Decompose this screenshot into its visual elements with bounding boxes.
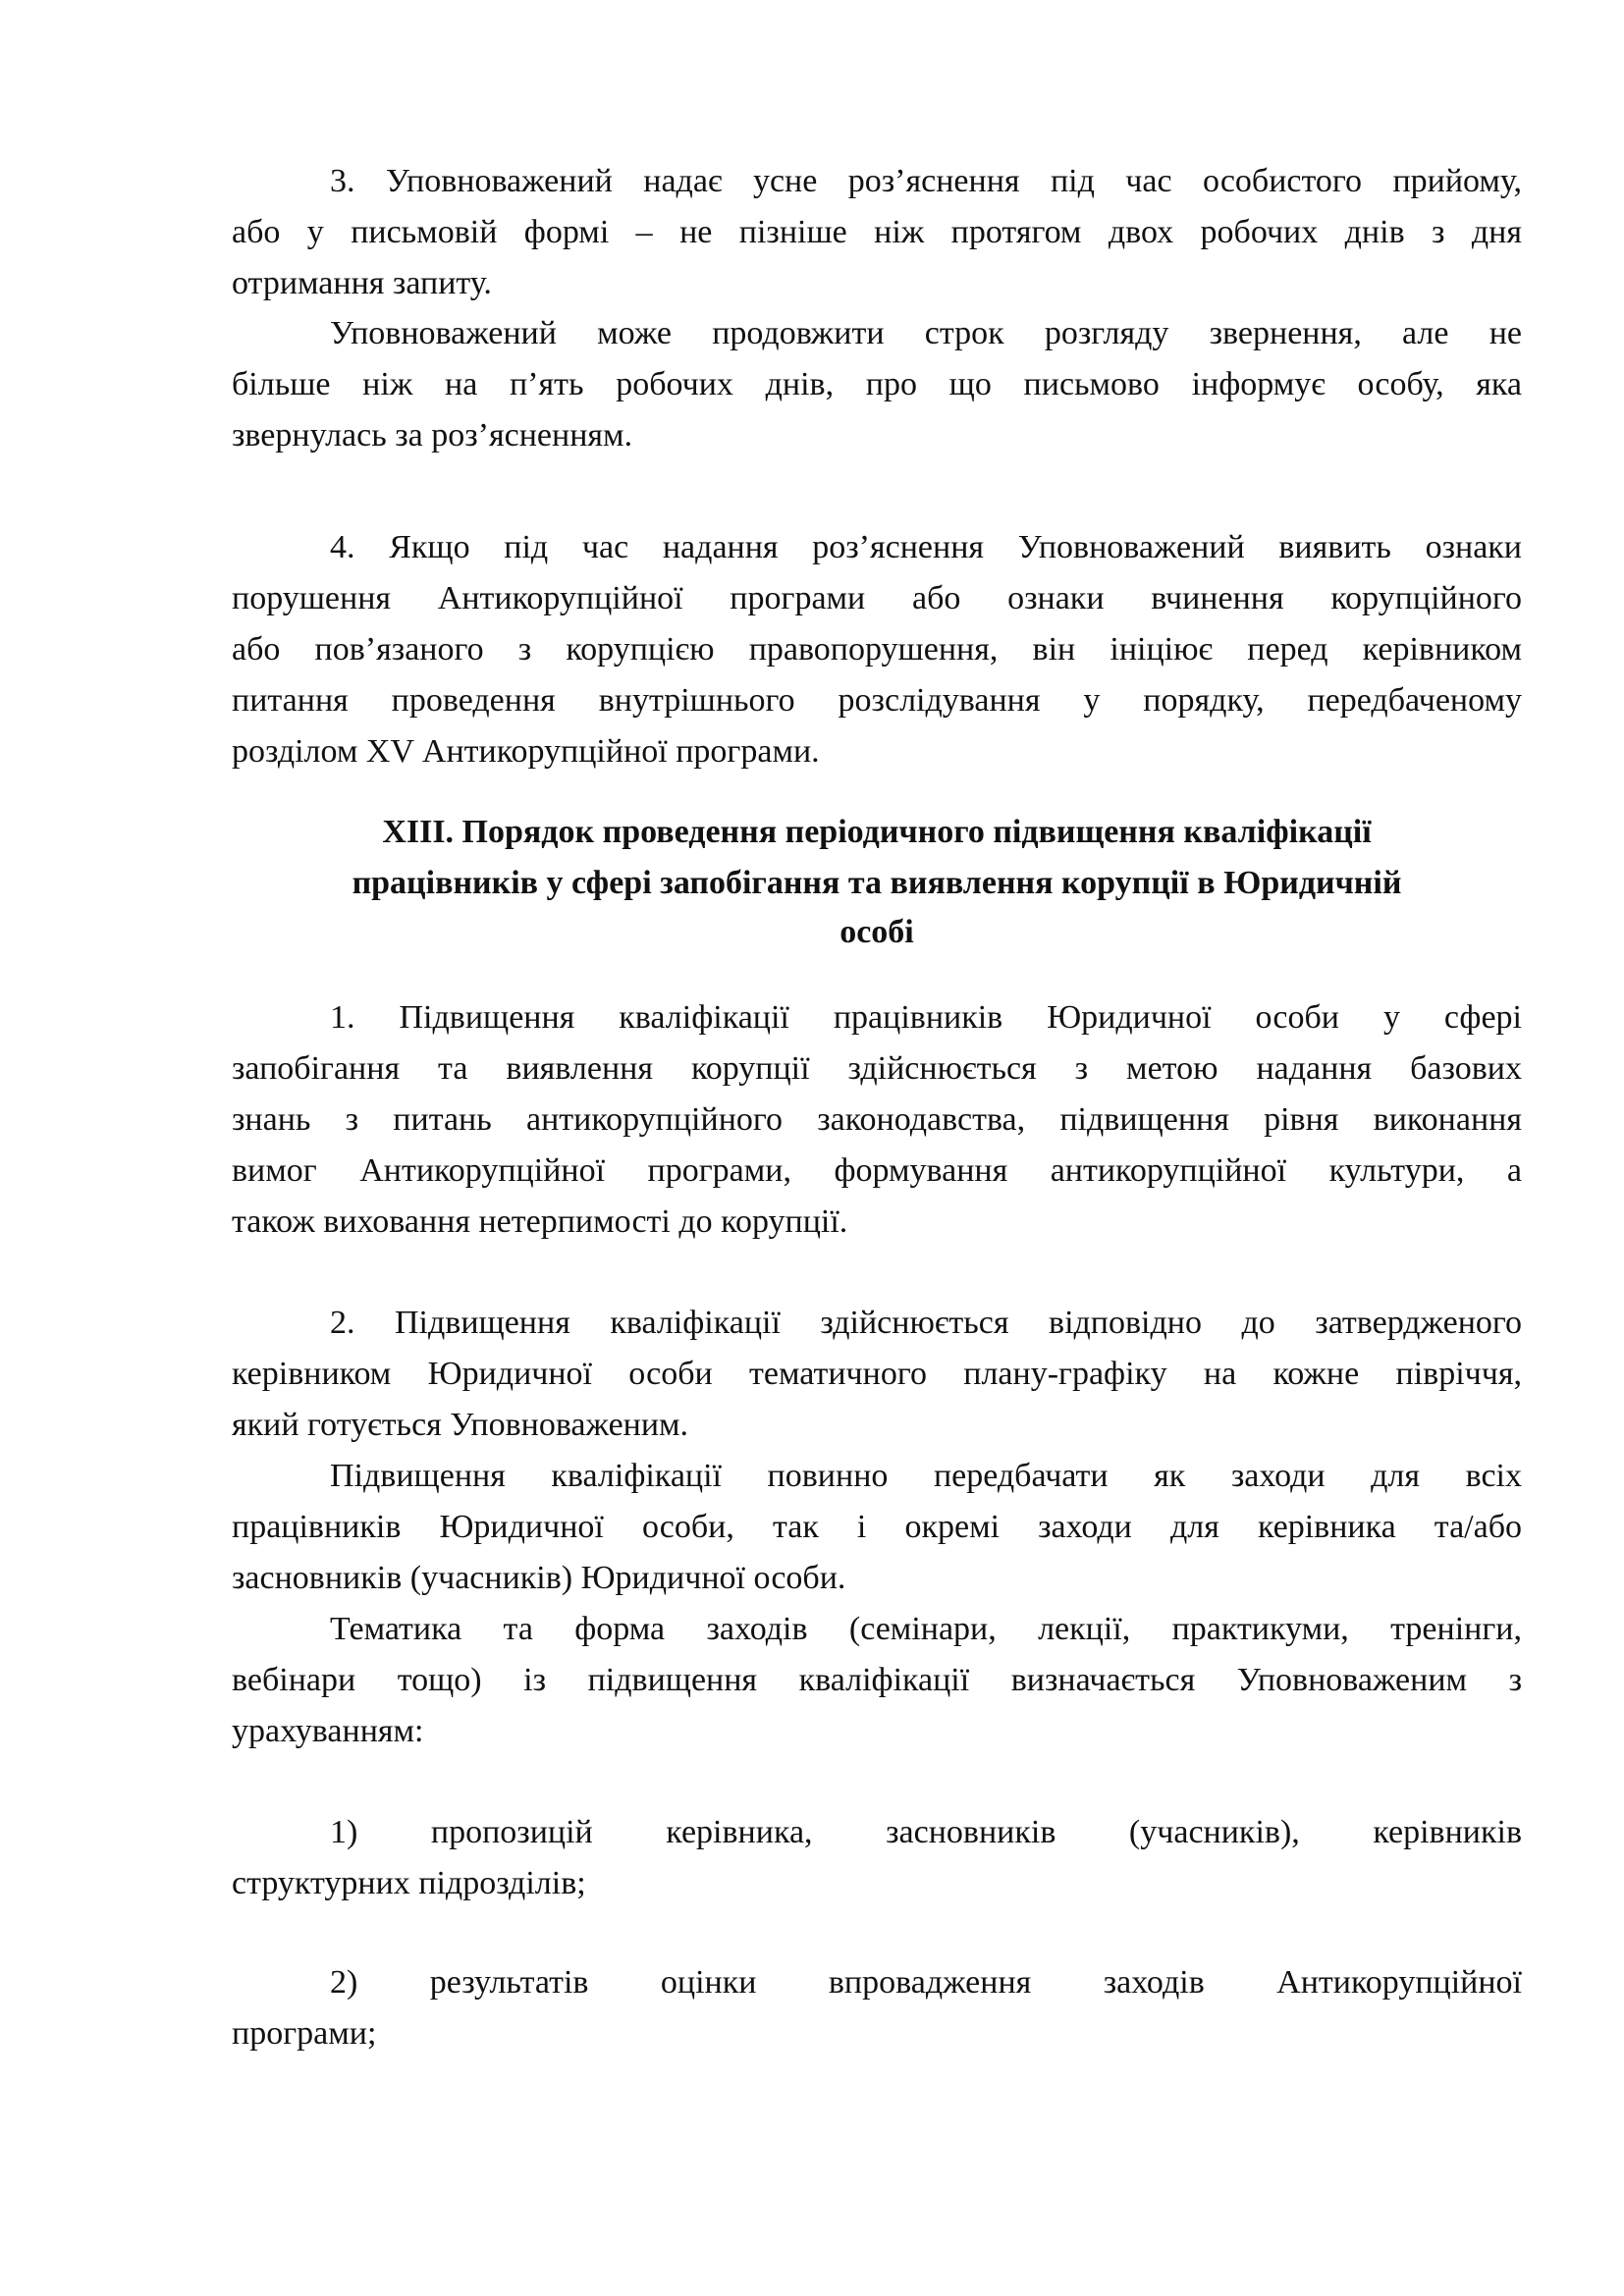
section-paragraph-2-line-1: 2. Підвищення кваліфікації здійснюється відповідно до затвердженого <box>330 1305 1522 1341</box>
paragraph-3-line-1: 3. Уповноважений надає усне роз’яснення під час особистого прийому, <box>330 163 1522 199</box>
paragraph-4-line-4: питання проведення внутрішнього розслідування у порядку, передбаченому <box>232 682 1522 719</box>
section-paragraph-2c-line-1: Тематика та форма заходів (семінари, лекції, практикуми, тренінги, <box>330 1611 1522 1647</box>
section-paragraph-2-line-2: керівником Юридичної особи тематичного плану-графіку на кожне півріччя, <box>232 1356 1522 1392</box>
list-item-2-line-1: 2) результатів оцінки впровадження заходів Антикорупційної <box>330 1964 1522 2001</box>
section-paragraph-2-line-3: який готується Уповноваженим. <box>232 1407 689 1443</box>
list-item-1-line-1: 1) пропозицій керівника, засновників (учасників), керівників <box>330 1814 1522 1850</box>
paragraph-3b-line-3: звернулась за роз’ясненням. <box>232 417 633 454</box>
section-paragraph-1-line-1: 1. Підвищення кваліфікації працівників Юридичної особи у сфері <box>330 999 1522 1036</box>
section-paragraph-2c-line-2: вебінари тощо) із підвищення кваліфікації визначається Уповноваженим з <box>232 1662 1522 1698</box>
section-paragraph-2b-line-1: Підвищення кваліфікації повинно передбачати як заходи для всіх <box>330 1458 1522 1494</box>
paragraph-4-line-5: розділом XV Антикорупційної програми. <box>232 733 820 770</box>
paragraph-4-line-1: 4. Якщо під час надання роз’яснення Уповноважений виявить ознаки <box>330 529 1522 565</box>
section-paragraph-1-line-4: вимог Антикорупційної програми, формування антикорупційної культури, а <box>232 1152 1522 1189</box>
paragraph-3-line-3: отримання запиту. <box>232 265 492 301</box>
list-item-1-line-2: структурних підрозділів; <box>232 1865 586 1901</box>
section-paragraph-2b-line-2: працівників Юридичної особи, так і окремі заходи для керівника та/або <box>232 1509 1522 1545</box>
list-item-2-line-2: програми; <box>232 2015 377 2052</box>
paragraph-3b-line-1: Уповноважений може продовжити строк розгляду звернення, але не <box>330 315 1522 351</box>
section-paragraph-1-line-2: запобігання та виявлення корупції здійснюється з метою надання базових <box>232 1050 1522 1087</box>
section-heading-line-2: працівників у сфері запобігання та виявлення корупції в Юридичній <box>352 865 1402 901</box>
section-paragraph-2c-line-3: урахуванням: <box>232 1713 424 1749</box>
paragraph-3b-line-2: більше ніж на п’ять робочих днів, про що письмово інформує особу, яка <box>232 366 1522 402</box>
paragraph-3-line-2: або у письмовій формі – не пізніше ніж протягом двох робочих днів з дня <box>232 214 1522 250</box>
paragraph-4-line-3: або пов’язаного з корупцією правопорушення, він ініціює перед керівником <box>232 631 1522 667</box>
section-paragraph-1-line-3: знань з питань антикорупційного законодавства, підвищення рівня виконання <box>232 1101 1522 1138</box>
section-heading-line-1: XIII. Порядок проведення періодичного підвищення кваліфікації <box>382 814 1372 850</box>
section-paragraph-1-line-5: також виховання нетерпимості до корупції. <box>232 1203 848 1240</box>
section-heading-line-3: особі <box>839 914 914 950</box>
section-paragraph-2b-line-3: засновників (учасників) Юридичної особи. <box>232 1560 846 1596</box>
paragraph-4-line-2: порушення Антикорупційної програми або ознаки вчинення корупційного <box>232 580 1522 616</box>
